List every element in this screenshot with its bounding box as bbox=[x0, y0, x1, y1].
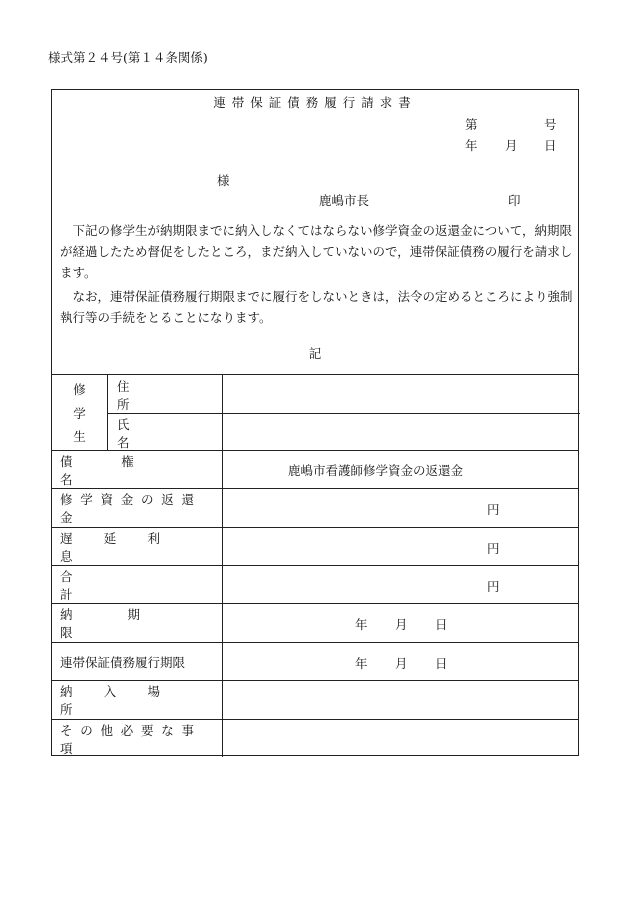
row-label bbox=[60, 684, 215, 717]
student-label-text: 修学生 bbox=[73, 382, 86, 444]
table-row-repayment bbox=[52, 488, 578, 527]
student-group bbox=[52, 374, 578, 450]
due-date-label: 納期限 bbox=[60, 607, 196, 640]
form-title: 連帯保証債務履行請求書 bbox=[213, 95, 417, 110]
due-day: 日 bbox=[435, 617, 448, 632]
late-interest-label: 遅延利息 bbox=[60, 531, 192, 564]
year-label: 年 bbox=[465, 138, 478, 153]
student-group-label bbox=[52, 378, 107, 449]
other-matters-label: その他必要な事項 bbox=[60, 723, 202, 756]
table-row-due-date bbox=[52, 603, 578, 642]
body-paragraph-2: なお，連帯保証債務履行期限までに履行をしないときは，法令の定めるところにより強制執行等の手続をとることになります。 bbox=[60, 289, 573, 325]
repayment-yen: 円 bbox=[487, 502, 500, 517]
recipient-honorific: 様 bbox=[217, 173, 230, 188]
address-label bbox=[117, 379, 214, 412]
address-field[interactable] bbox=[223, 375, 579, 413]
total-label: 合計 bbox=[60, 569, 198, 602]
row-label bbox=[60, 454, 215, 487]
payment-place-field[interactable] bbox=[223, 681, 579, 719]
late-interest-yen: 円 bbox=[487, 541, 500, 556]
form-number: 様式第２４号(第１４条関係) bbox=[48, 50, 208, 65]
request-form bbox=[51, 89, 579, 756]
sender-name: 鹿嶋市長 bbox=[319, 193, 370, 208]
due-year: 年 bbox=[355, 617, 368, 632]
table-row-claim-name bbox=[52, 450, 578, 488]
name-label-text: 氏名 bbox=[117, 417, 185, 450]
table-row-total bbox=[52, 565, 578, 603]
claim-name-value: 鹿嶋市看護師修学資金の返還金 bbox=[288, 463, 464, 478]
ki-heading: 記 bbox=[308, 346, 322, 361]
row-label bbox=[60, 607, 215, 640]
other-matters-field[interactable] bbox=[223, 720, 579, 756]
go-label: 号 bbox=[544, 117, 557, 132]
body-paragraph-1: 下記の修学生が納期限までに納入しなくてはならない修学資金の返還金について，納期限が経過したため督促をしたところ，まだ納入していないので，連帯保証債務の履行を請求します。 bbox=[60, 223, 573, 280]
total-yen: 円 bbox=[487, 579, 500, 594]
table-row-guarantee-deadline bbox=[52, 642, 578, 680]
deadline-day: 日 bbox=[435, 656, 448, 671]
seal-mark: 印 bbox=[508, 193, 521, 208]
form-header bbox=[52, 90, 578, 374]
payment-place-label: 納入場所 bbox=[60, 684, 192, 717]
total-field[interactable] bbox=[223, 566, 579, 604]
day-label: 日 bbox=[544, 138, 557, 153]
table-row-other-matters bbox=[52, 719, 578, 756]
address-label-text: 住所 bbox=[117, 379, 185, 412]
deadline-month: 月 bbox=[395, 656, 408, 671]
repayment-field[interactable] bbox=[223, 489, 579, 527]
dai-label: 第 bbox=[465, 117, 478, 132]
table-row-late-interest bbox=[52, 527, 578, 565]
table-row-payment-place bbox=[52, 680, 578, 719]
due-month: 月 bbox=[395, 617, 408, 632]
row-label bbox=[60, 492, 215, 525]
late-interest-field[interactable] bbox=[223, 528, 579, 566]
row-label bbox=[60, 569, 215, 602]
month-label: 月 bbox=[505, 138, 518, 153]
row-label bbox=[60, 531, 215, 564]
deadline-year: 年 bbox=[355, 656, 368, 671]
row-label bbox=[60, 723, 215, 756]
guarantee-deadline-label: 連帯保証債務履行期限 bbox=[60, 655, 186, 670]
claim-name-label: 債権名 bbox=[60, 454, 183, 487]
name-label bbox=[117, 417, 214, 450]
name-field[interactable] bbox=[223, 414, 579, 451]
repayment-label: 修学資金の返還金 bbox=[60, 492, 202, 525]
